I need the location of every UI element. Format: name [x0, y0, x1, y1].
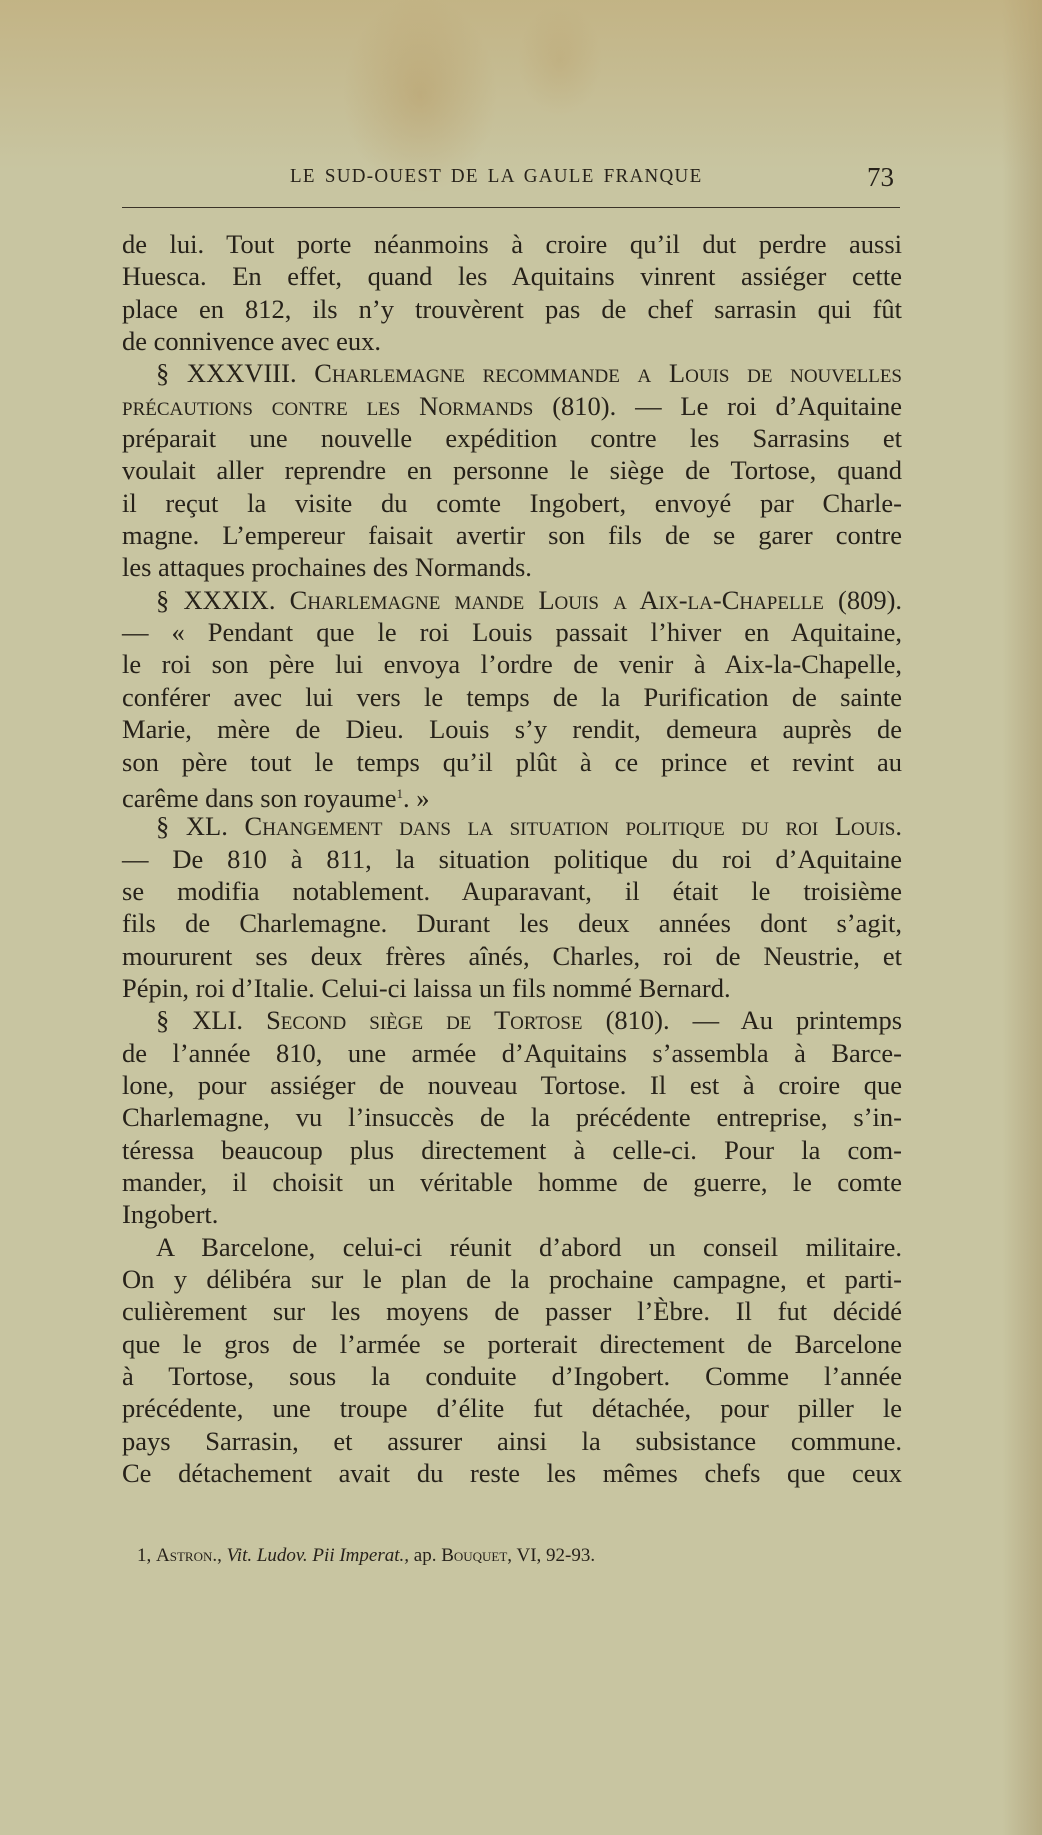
section-date: (809).: [838, 584, 903, 615]
section-title: Charlemagne recommande a Louis de nouvelles: [314, 358, 902, 389]
text-line: le roi son père lui envoya l’ordre de venir à Aix-la-Chapelle,: [122, 649, 902, 680]
text-span: — Le roi d’Aquitaine: [635, 390, 903, 421]
footnote-work-title: Vit. Ludov. Pii Imperat.,: [226, 1545, 410, 1566]
text-line: les attaques prochaines des Normands.: [122, 552, 532, 583]
text-line: précédente, une troupe d’élite fut détachée, pour piller le: [122, 1393, 902, 1424]
footnote-number: 1,: [137, 1545, 152, 1566]
text-line: culièrement sur les moyens de passer l’Èbre. Il fut décidé: [122, 1296, 902, 1327]
text-line: Ce détachement avait du reste les mêmes chefs que ceux: [122, 1458, 902, 1489]
footnote-ap: ap.: [413, 1545, 437, 1566]
text-line: [122, 778, 902, 813]
section-heading-40: [122, 810, 902, 842]
text-line: de connivence avec eux.: [122, 326, 381, 357]
text-line: pays Sarrasin, et assurer ainsi la subsistance commune.: [122, 1425, 902, 1456]
section-date: (810).: [605, 1005, 670, 1036]
section-title: Changement dans la situation politique du roi Louis.: [244, 811, 903, 842]
text-line: Ingobert.: [122, 1199, 219, 1230]
text-line: lone, pour assiéger de nouveau Tortose. Il est à croire que: [122, 1069, 902, 1100]
text-line: de lui. Tout porte néanmoins à croire qu’il dut perdre aussi: [122, 229, 902, 259]
section-heading-39: [122, 584, 902, 616]
footnote-reference[interactable]: 1: [396, 785, 403, 801]
running-head-title: LE SUD-OUEST DE LA GAULE FRANQUE: [290, 165, 703, 188]
text-line: se modifia notablement. Auparavant, il était le troisième: [122, 875, 902, 906]
section-heading-38: [122, 357, 902, 389]
text-span: — Au printemps: [692, 1005, 903, 1036]
text-line: mander, il choisit un véritable homme de guerre, le comte: [122, 1166, 902, 1197]
text-line: son père tout le temps qu’il plût à ce prince et revint au: [122, 746, 902, 777]
text-line: Pépin, roi d’Italie. Celui-ci laissa un fils nommé Bernard.: [122, 972, 731, 1003]
text-line: préparait une nouvelle expédition contre les Sarrasins et: [122, 423, 902, 454]
text-line: de l’année 810, une armée d’Aquitains s’assembla à Barce-: [122, 1037, 902, 1068]
page-body: [122, 228, 902, 1489]
footnote-source: Bouquet,: [441, 1545, 513, 1566]
text-line: place en 812, ils n’y trouvèrent pas de chef sarrasin qui fût: [122, 293, 902, 324]
text-line: à Tortose, sous la conduite d’Ingobert. Comme l’année: [122, 1361, 902, 1392]
text-line: moururent ses deux frères aînés, Charles, roi de Neustrie, et: [122, 940, 902, 971]
footnote-author: Astron.,: [156, 1545, 222, 1566]
section-number: § XXXVIII.: [156, 358, 297, 389]
text-line: — De 810 à 811, la situation politique du roi d’Aquitaine: [122, 843, 902, 874]
text-line: A Barcelone, celui-ci réunit d’abord un conseil militaire.: [156, 1231, 902, 1262]
footnote-ref: VI, 92-93.: [516, 1545, 596, 1566]
section-title: Charlemagne mande Louis a Aix-la-Chapelle: [289, 584, 824, 615]
text-span: . »: [402, 782, 430, 813]
text-line: voulait aller reprendre en personne le siège de Tortose, quand: [122, 455, 902, 486]
page-number: 73: [867, 162, 894, 192]
text-line: Marie, mère de Dieu. Louis s’y rendit, demeura auprès de: [122, 714, 902, 745]
text-line: On y délibéra sur le plan de la prochaine campagne, et parti-: [122, 1264, 902, 1294]
text-line: Charlemagne, vu l’insuccès de la précédente entreprise, s’in-: [122, 1102, 902, 1133]
text-line: conférer avec lui vers le temps de la Purification de sainte: [122, 681, 902, 712]
text-line: téressa beaucoup plus directement à celle-ci. Pour la com-: [122, 1134, 902, 1165]
section-heading-41: [122, 1004, 902, 1036]
text-line: Huesca. En effet, quand les Aquitains vinrent assiéger cette: [122, 261, 902, 292]
text-line: [122, 390, 902, 422]
section-number: § XXXIX.: [156, 584, 276, 615]
text-line: — « Pendant que le roi Louis passait l’hiver en Aquitaine,: [122, 617, 902, 648]
text-line: magne. L’empereur faisait avertir son fils de se garer contre: [122, 520, 902, 551]
section-title: Second siège de Tortose: [266, 1005, 583, 1036]
footnote: [137, 1545, 777, 1567]
text-span: carême dans son royaume: [122, 782, 397, 813]
text-line: fils de Charlemagne. Durant les deux années dont s’agit,: [122, 908, 902, 939]
text-line: que le gros de l’armée se porterait directement de Barcelone: [122, 1328, 902, 1359]
header-rule: [122, 207, 900, 208]
section-number: § XL.: [156, 811, 228, 842]
section-title-cont: précautions contre les Normands: [122, 390, 534, 421]
section-number: § XLI.: [156, 1005, 244, 1036]
text-line: il reçut la visite du comte Ingobert, envoyé par Charle-: [122, 487, 902, 518]
section-date: (810).: [552, 390, 617, 421]
